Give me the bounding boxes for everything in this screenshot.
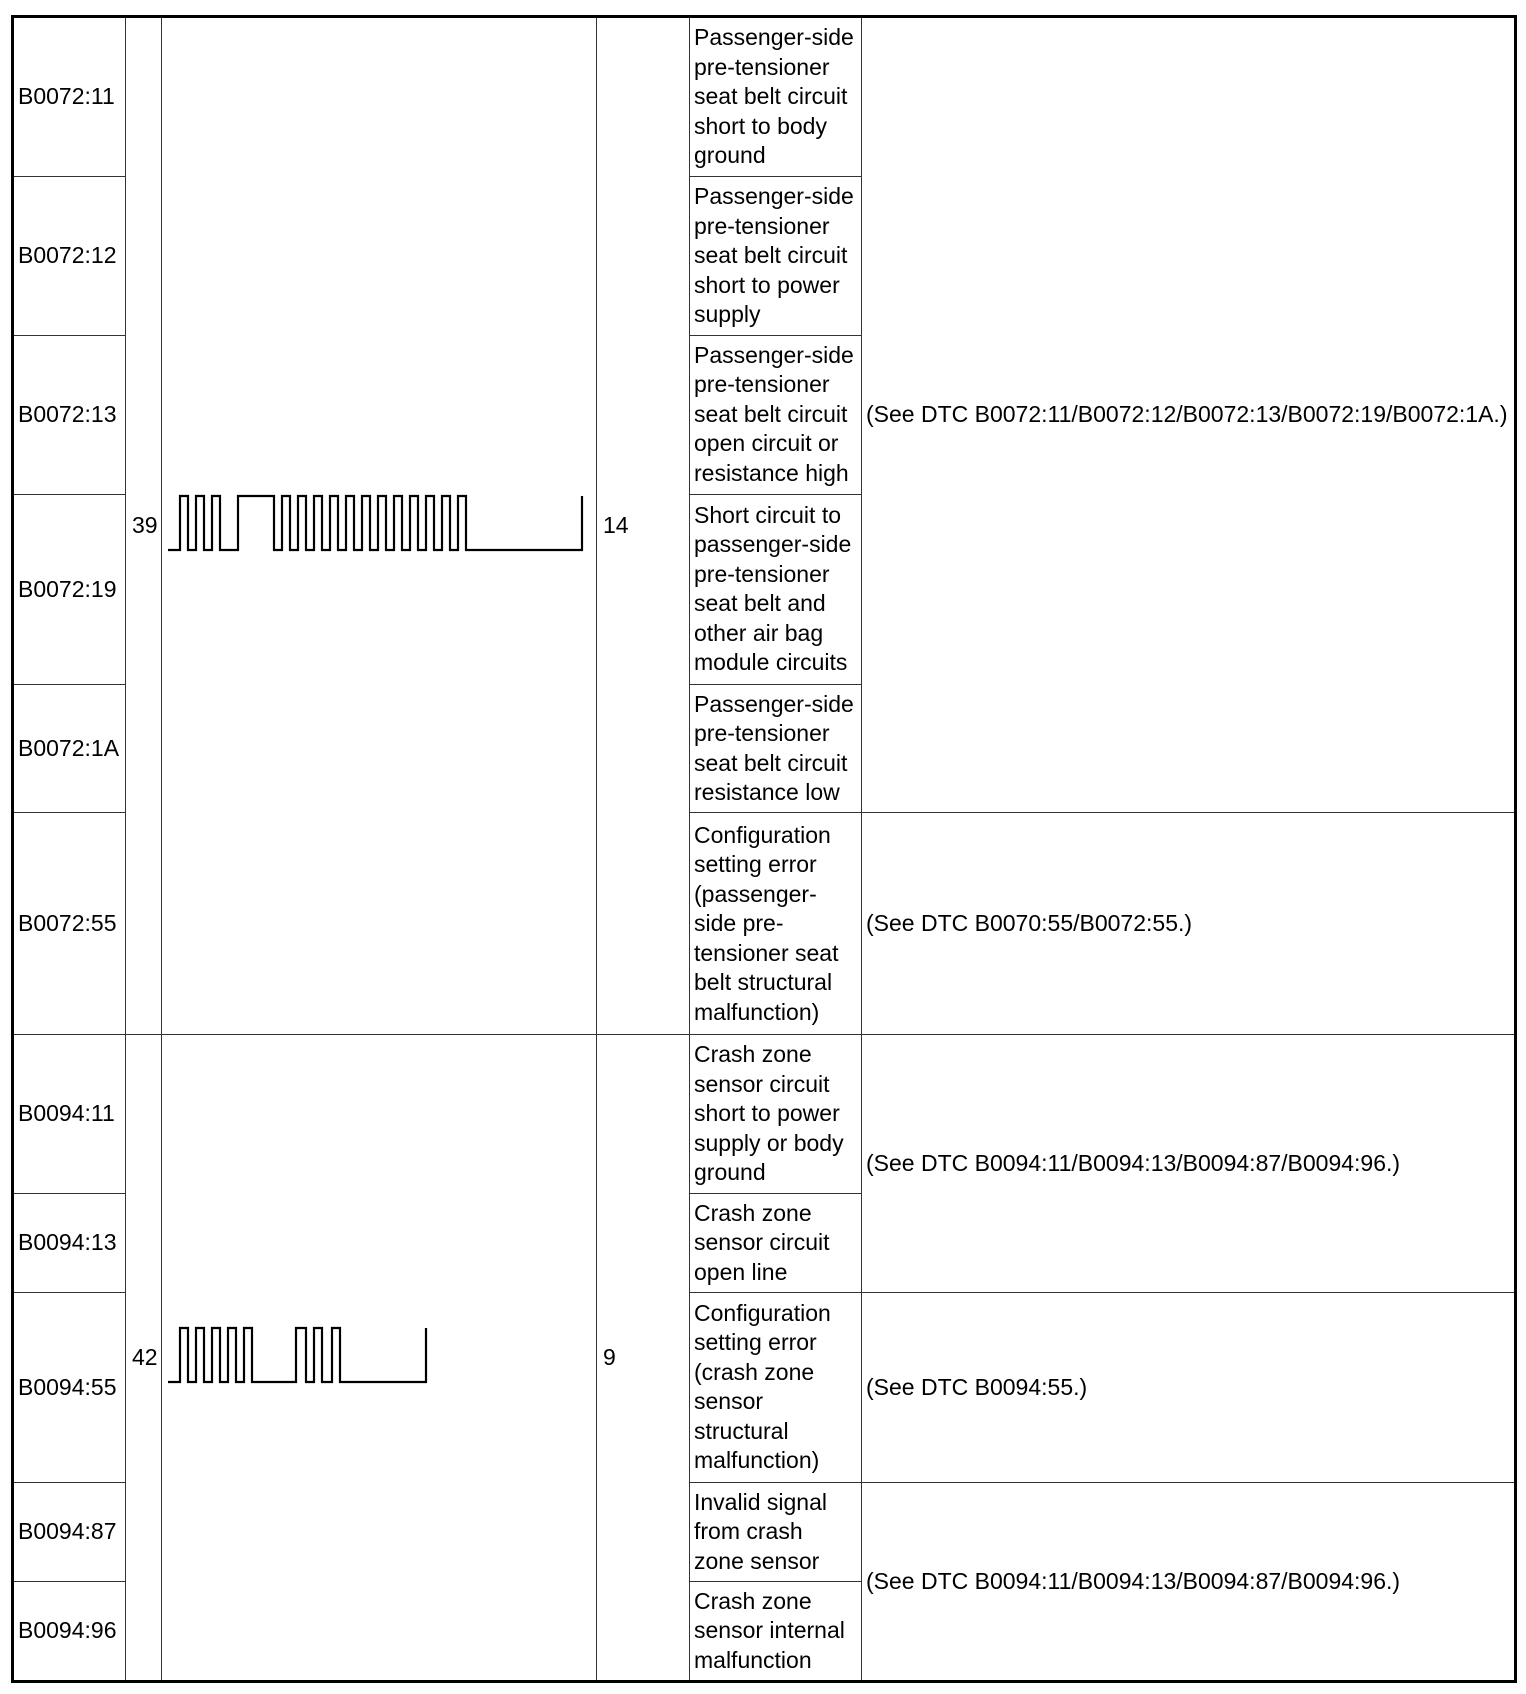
dtc-code: B0094:55 xyxy=(13,1292,126,1482)
terminal-number: 14 xyxy=(597,17,690,1035)
pin-number: 39 xyxy=(126,17,162,1035)
pulse-waveform-icon xyxy=(166,494,591,558)
dtc-description: Passenger-side pre-tensioner seat belt circuit open circuit or resistance high xyxy=(690,335,862,494)
dtc-code: B0072:11 xyxy=(13,17,126,177)
dtc-reference: (See DTC B0094:11/B0094:13/B0094:87/B0094:96.) xyxy=(862,1035,1516,1292)
dtc-code: B0094:11 xyxy=(13,1035,126,1194)
pin-number: 42 xyxy=(126,1035,162,1682)
dtc-description: Configuration setting error (passenger-side pre-tensioner seat belt structural malfunction) xyxy=(690,813,862,1035)
dtc-description: Passenger-side pre-tensioner seat belt circuit short to power supply xyxy=(690,176,862,335)
dtc-description: Crash zone sensor circuit short to power supply or body ground xyxy=(690,1035,862,1194)
dtc-code: B0072:13 xyxy=(13,335,126,494)
table-row xyxy=(13,1035,1516,1194)
waveform-cell xyxy=(162,17,597,1035)
waveform-cell xyxy=(162,1035,597,1682)
dtc-code: B0094:13 xyxy=(13,1194,126,1292)
dtc-description: Short circuit to passenger-side pre-tensioner seat belt and other air bag module circuits xyxy=(690,494,862,684)
pulse-waveform-icon xyxy=(166,1326,591,1390)
dtc-code: B0094:87 xyxy=(13,1482,126,1581)
dtc-description: Crash zone sensor internal malfunction xyxy=(690,1582,862,1682)
dtc-description: Configuration setting error (crash zone sensor structural malfunction) xyxy=(690,1292,862,1482)
dtc-code: B0072:1A xyxy=(13,685,126,813)
table-row xyxy=(13,17,1516,177)
terminal-number: 9 xyxy=(597,1035,690,1682)
dtc-reference: (See DTC B0094:11/B0094:13/B0094:87/B0094:96.) xyxy=(862,1482,1516,1681)
dtc-description: Crash zone sensor circuit open line xyxy=(690,1194,862,1292)
dtc-description: Passenger-side pre-tensioner seat belt circuit resistance low xyxy=(690,685,862,813)
dtc-code: B0072:19 xyxy=(13,494,126,684)
dtc-code: B0072:55 xyxy=(13,813,126,1035)
dtc-reference: (See DTC B0070:55/B0072:55.) xyxy=(862,813,1516,1035)
dtc-code: B0094:96 xyxy=(13,1582,126,1682)
dtc-reference: (See DTC B0094:55.) xyxy=(862,1292,1516,1482)
dtc-code: B0072:12 xyxy=(13,176,126,335)
dtc-table xyxy=(11,15,1517,1683)
dtc-reference: (See DTC B0072:11/B0072:12/B0072:13/B0072:19/B0072:1A.) xyxy=(862,17,1516,813)
dtc-description: Invalid signal from crash zone sensor xyxy=(690,1482,862,1581)
dtc-description: Passenger-side pre-tensioner seat belt circuit short to body ground xyxy=(690,17,862,177)
